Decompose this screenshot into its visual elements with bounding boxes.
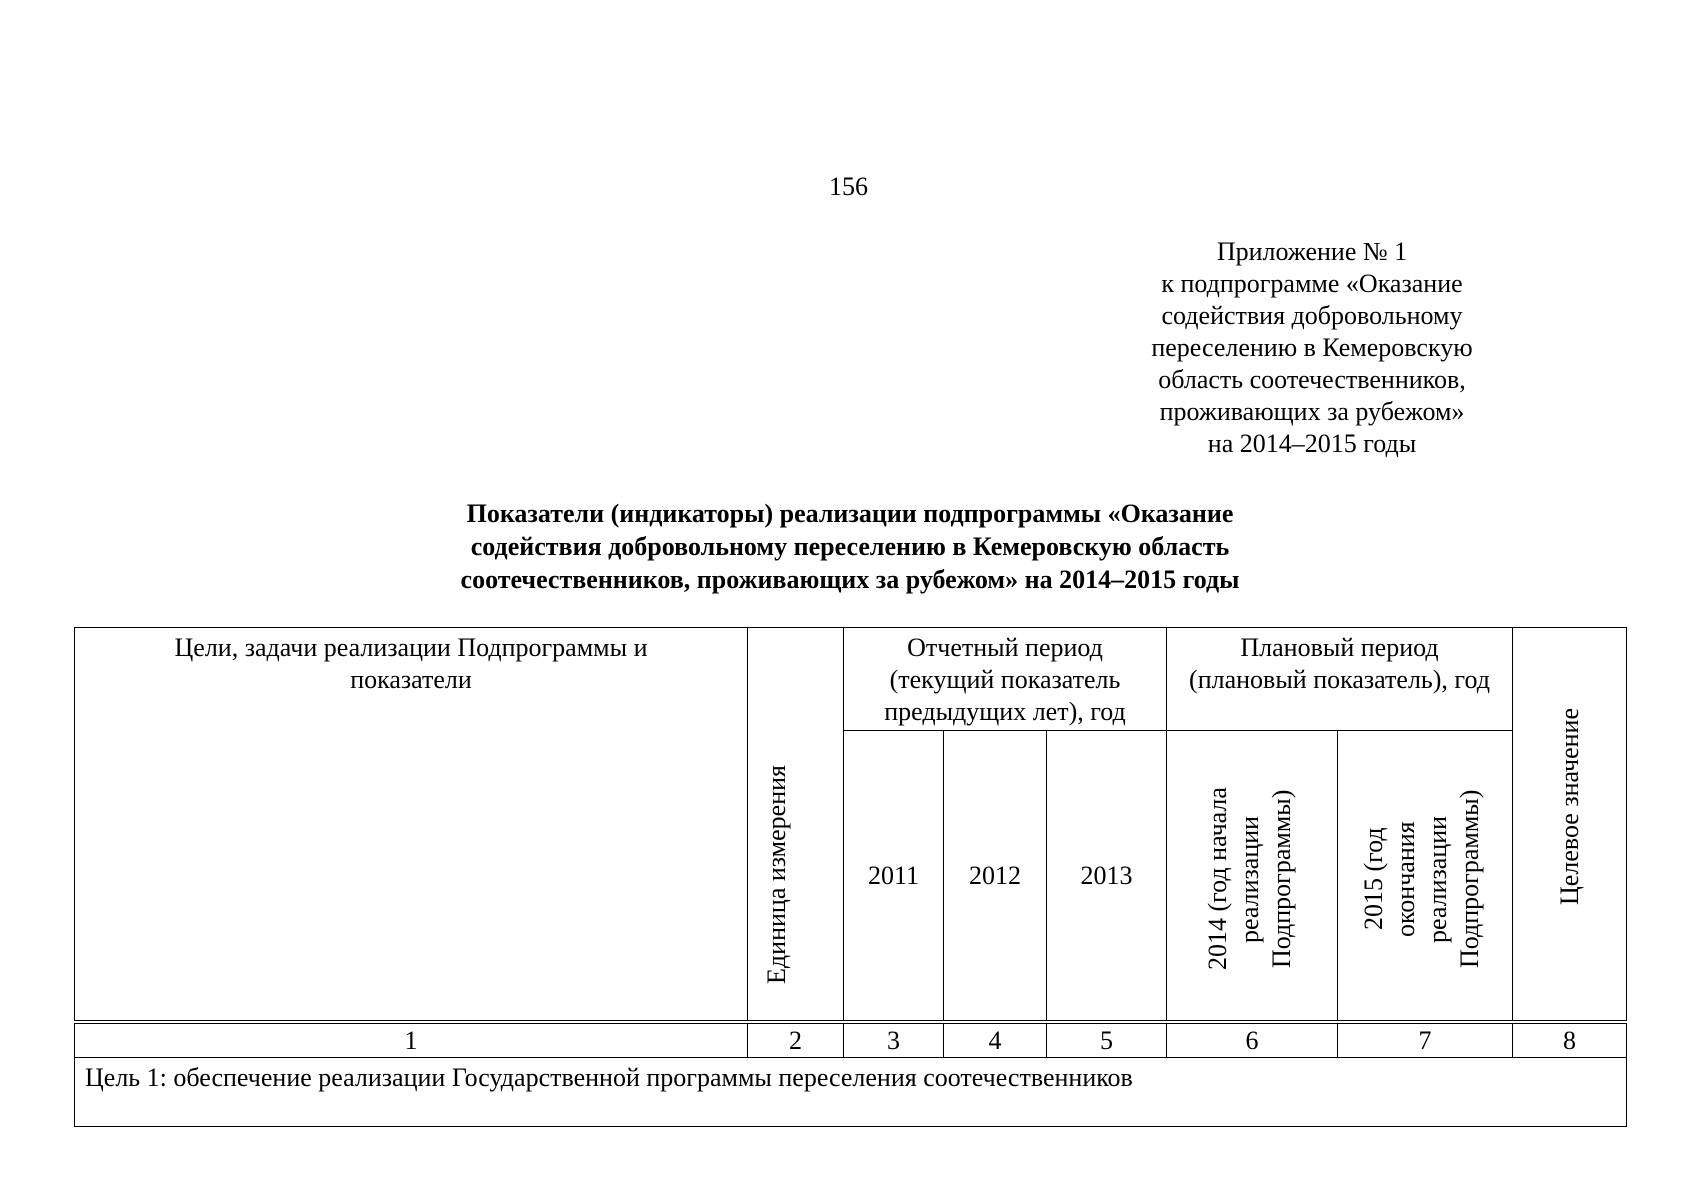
header-plan-2014-cell: [1167, 731, 1338, 1023]
appendix-caption: [1082, 236, 1542, 460]
indicators-table: [74, 627, 1627, 1127]
header-plan-2015-cell: [1338, 731, 1513, 1023]
header-target-value: Целевое значение: [1554, 707, 1584, 905]
header-year-2013: 2013: [1047, 731, 1167, 1023]
document-title: [300, 497, 1400, 596]
column-number: 8: [1513, 1022, 1627, 1058]
header-plan-2014: 2014 (год начала реализации Подпрограммы): [1203, 787, 1296, 971]
appendix-line: переселению в Кемеровскую: [1151, 333, 1473, 362]
header-reporting-period: Отчетный период (текущий показатель предыдущих лет), год: [844, 628, 1167, 731]
column-number: 7: [1338, 1022, 1513, 1058]
header-year-2012: 2012: [944, 731, 1047, 1023]
header-target-cell: [1513, 628, 1627, 1023]
goal-1-text: Цель 1: обеспечение реализации Государственной программы переселения соотечественников: [75, 1058, 1627, 1127]
column-numbers-row: [75, 1022, 1627, 1058]
appendix-line: проживающих за рубежом»: [1159, 397, 1465, 426]
header-unit-cell: [748, 628, 844, 1023]
title-line: содействия добровольному переселению в Кемеровскую область: [470, 532, 1230, 561]
page-number: 156: [829, 172, 868, 201]
column-number: 6: [1167, 1022, 1338, 1058]
appendix-line: содействия добровольному: [1161, 301, 1463, 330]
header-year-2011: 2011: [844, 731, 944, 1023]
title-line: соотечественников, проживающих за рубежом» на 2014–2015 годы: [460, 565, 1240, 594]
column-number: 4: [944, 1022, 1047, 1058]
appendix-line: Приложение № 1: [1216, 237, 1408, 266]
goal-row: [75, 1058, 1627, 1127]
appendix-line: к подпрограмме «Оказание: [1161, 269, 1463, 298]
header-unit: Единица измерения: [761, 765, 791, 984]
column-number: 2: [748, 1022, 844, 1058]
column-number: 1: [75, 1022, 748, 1058]
column-number: 5: [1047, 1022, 1167, 1058]
title-line: Показатели (индикаторы) реализации подпрограммы «Оказание: [466, 499, 1234, 528]
header-planning-period: Плановый период (плановый показатель), год: [1167, 628, 1513, 731]
appendix-line: область соотечественников,: [1158, 365, 1466, 394]
column-number: 3: [844, 1022, 944, 1058]
header-plan-2015: 2015 (год окончания реализации Подпрограммы): [1358, 789, 1484, 969]
appendix-line: на 2014–2015 годы: [1207, 429, 1417, 458]
header-goals: Цели, задачи реализации Подпрограммы и показатели: [75, 628, 748, 1023]
